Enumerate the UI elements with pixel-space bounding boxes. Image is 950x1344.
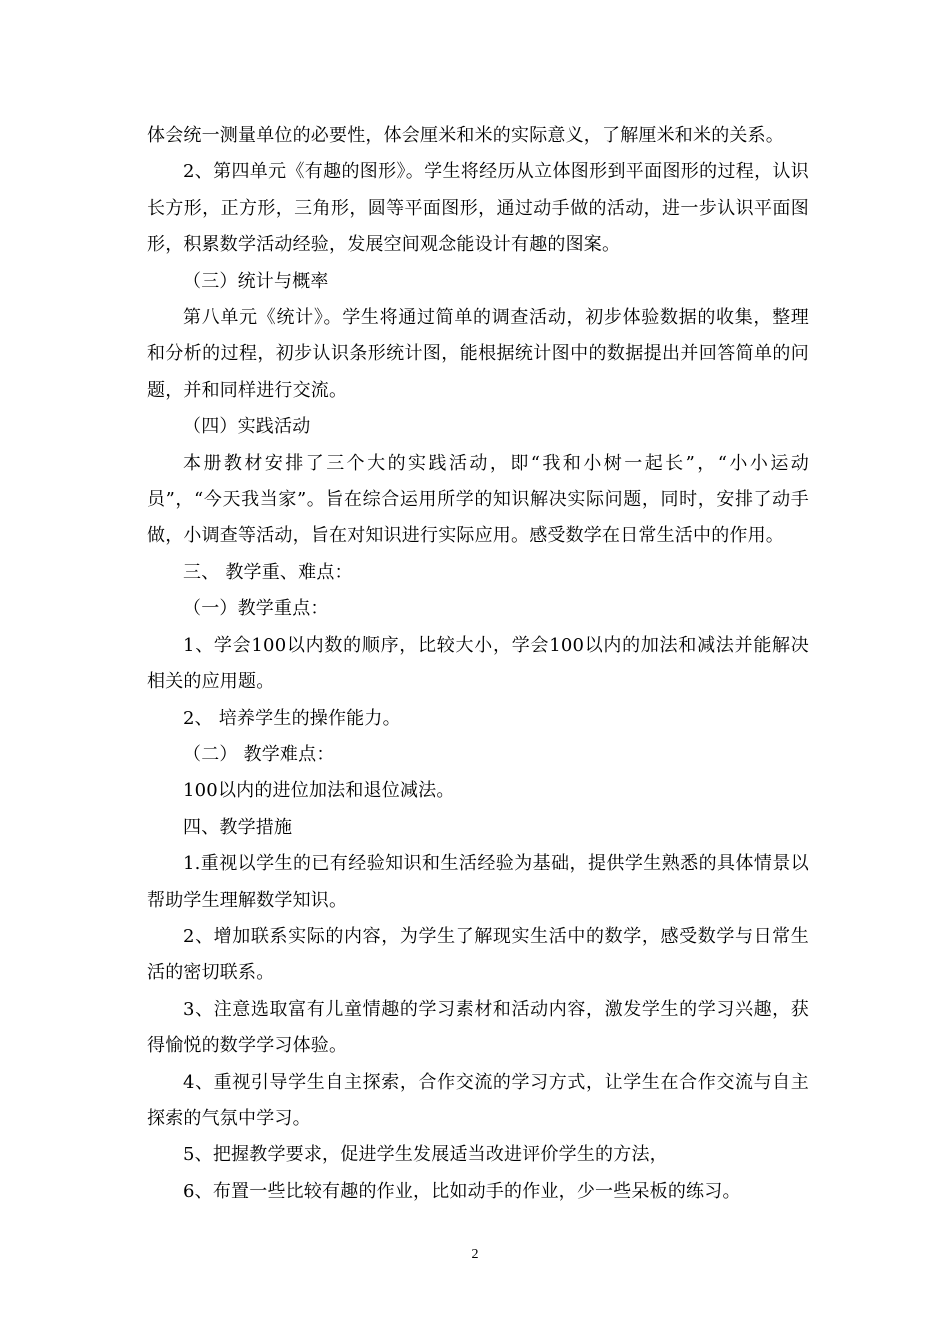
section-heading: 三、 教学重、难点： [183, 561, 353, 583]
list-item: 4、重视引导学生自主探索，合作交流的学习方式，让学生在合作交流与自主探索的气氛中学习。 [147, 1071, 809, 1129]
list-item: 6、布置一些比较有趣的作业，比如动手的作业，少一些呆板的练习。 [183, 1180, 741, 1202]
list-item: 1.重视以学生的已有经验知识和生活经验为基础，提供学生熟悉的具体情景以帮助学生理解数学知识。 [147, 853, 809, 911]
section-heading: （二） 教学难点： [183, 743, 335, 765]
list-item: 3、注意选取富有儿童情趣的学习素材和活动内容，激发学生的学习兴趣，获得愉悦的数学学习体验。 [147, 998, 809, 1057]
paragraph: 第八单元《统计》。学生将通过简单的调查活动，初步体验数据的收集，整理和分析的过程，初步认识条形统计图，能根据统计图中的数据提出并回答简单的问题，并和同样进行交流。 [147, 307, 809, 401]
paragraph: 100以内的进位加法和退位减法。 [183, 780, 455, 802]
paragraph: 本册教材安排了三个大的实践活动，即“我和小树一起长”，“小小运动员”，“今天我当家”。旨在综合运用所学的知识解决实际问题，同时，安排了动手做，小调查等活动，旨在对知识进行实际应用。感受数学在日常生活中的作用。 [147, 452, 809, 547]
paragraph: 2、第四单元《有趣的图形》。学生将经历从立体图形到平面图形的过程，认识长方形，正方形，三角形，圆等平面图形，通过动手做的活动，进一步认识平面图形，积累数学活动经验，发展空间观念能设计有趣的图案。 [147, 161, 809, 256]
list-item: 5、把握教学要求，促进学生发展适当改进评价学生的方法， [183, 1144, 668, 1166]
list-item: 2、 培养学生的操作能力。 [183, 707, 401, 729]
page-number: 2 [471, 1247, 479, 1262]
section-heading: （四）实践活动 [183, 416, 311, 438]
document-body [147, 118, 809, 1210]
section-heading: （一）教学重点： [183, 598, 329, 620]
section-heading: （三）统计与概率 [183, 270, 329, 292]
list-item: 2、增加联系实际的内容，为学生了解现实生活中的数学，感受数学与日常生活的密切联系。 [147, 925, 809, 984]
paragraph: 体会统一测量单位的必要性，体会厘米和米的实际意义，了解厘米和米的关系。 [147, 125, 784, 146]
list-item: 1、学会100以内数的顺序，比较大小，学会100以内的加法和减法并能解决相关的应用题。 [147, 634, 809, 693]
section-heading: 四、教学措施 [183, 816, 293, 838]
